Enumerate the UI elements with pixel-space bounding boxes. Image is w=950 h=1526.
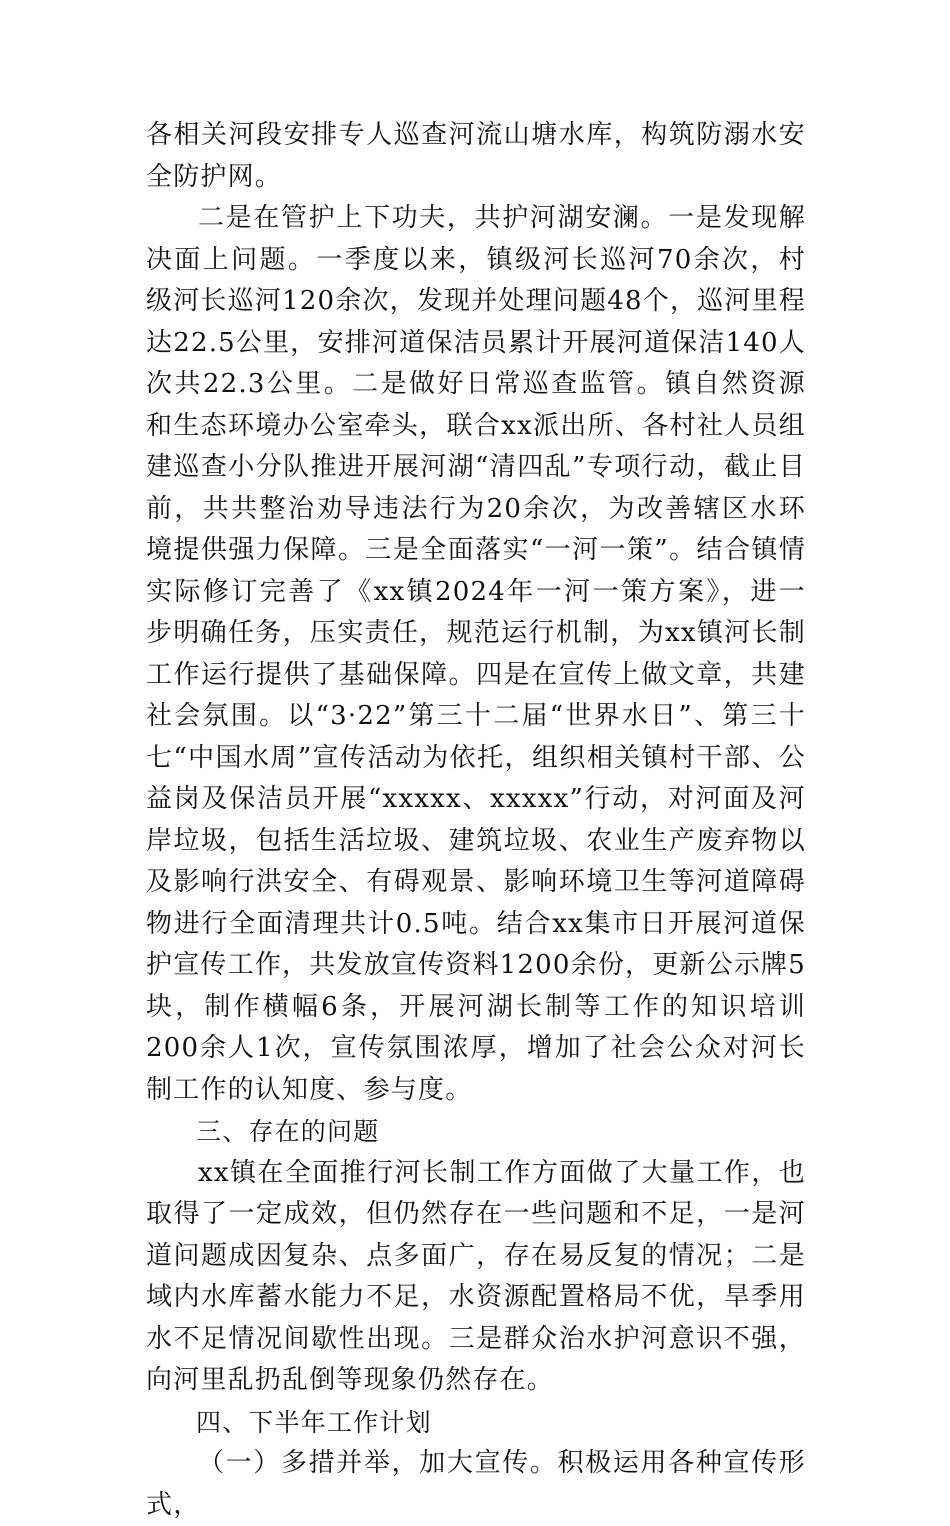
paragraph-management: 二是在管护上下功夫，共护河湖安澜。一是发现解决面上问题。一季度以来，镇级河长巡河70余次，村级河长巡河120余次，发现并处理问题48个，巡河里程达22.5公里，安排河道保洁员累计开展河道保洁140人次共22.3公里。二是做好日常巡查监管。镇自然资源和生态环境办公室牵头，联合xx派出所、各村社人员组建巡查小分队推进开展河湖“清四乱”专项行动，截止目前，共共整治劝导违法行为20余次，为改善辖区水环境提供强力保障。三是全面落实“一河一策”。结合镇情实际修订完善了《xx镇2024年一河一策方案》，进一步明确任务，压实责任，规范运行机制，为xx镇河长制工作运行提供了基础保障。四是在宣传上做文章，共建社会氛围。以“3·22”第三十二届“世界水日”、第三十七“中国水周”宣传活动为依托，组织相关镇村干部、公益岗及保洁员开展“xxxxx、xxxxx”行动，对河面及河岸垃圾，包括生活垃圾、建筑垃圾、农业生产废弃物以及影响行洪安全、有碍观景、影响环境卫生等河道障碍物进行全面清理共计0.5吨。结合xx集市日开展河道保护宣传工作，共发放宣传资料1200余份，更新公示牌5块，制作横幅6条，开展河湖长制等工作的知识培训200余人1次，宣传氛围浓厚，增加了社会公众对河长制工作的认知度、参与度。 xyxy=(146,203,806,1105)
paragraph-problems: xx镇在全面推行河长制工作方面做了大量工作，也取得了一定成效，但仍然存在一些问题和不足，一是河道问题成因复杂、点多面广，存在易反复的情况；二是域内水库蓄水能力不足，水资源配置格局不优，旱季用水不足情况间歇性出现。三是群众治水护河意识不强，向河里乱扔乱倒等现象仍然存在。 xyxy=(146,1157,806,1395)
section-heading-problems: 三、存在的问题 xyxy=(196,1117,380,1146)
document-body xyxy=(146,115,806,1526)
paragraph-continued: 各相关河段安排专人巡查河流山塘水库，构筑防溺水安全防护网。 xyxy=(146,120,806,192)
paragraph-plan-start: （一）多措并举，加大宣传。积极运用各种宣传形式， xyxy=(146,1448,806,1520)
section-heading-plan: 四、下半年工作计划 xyxy=(196,1407,432,1437)
